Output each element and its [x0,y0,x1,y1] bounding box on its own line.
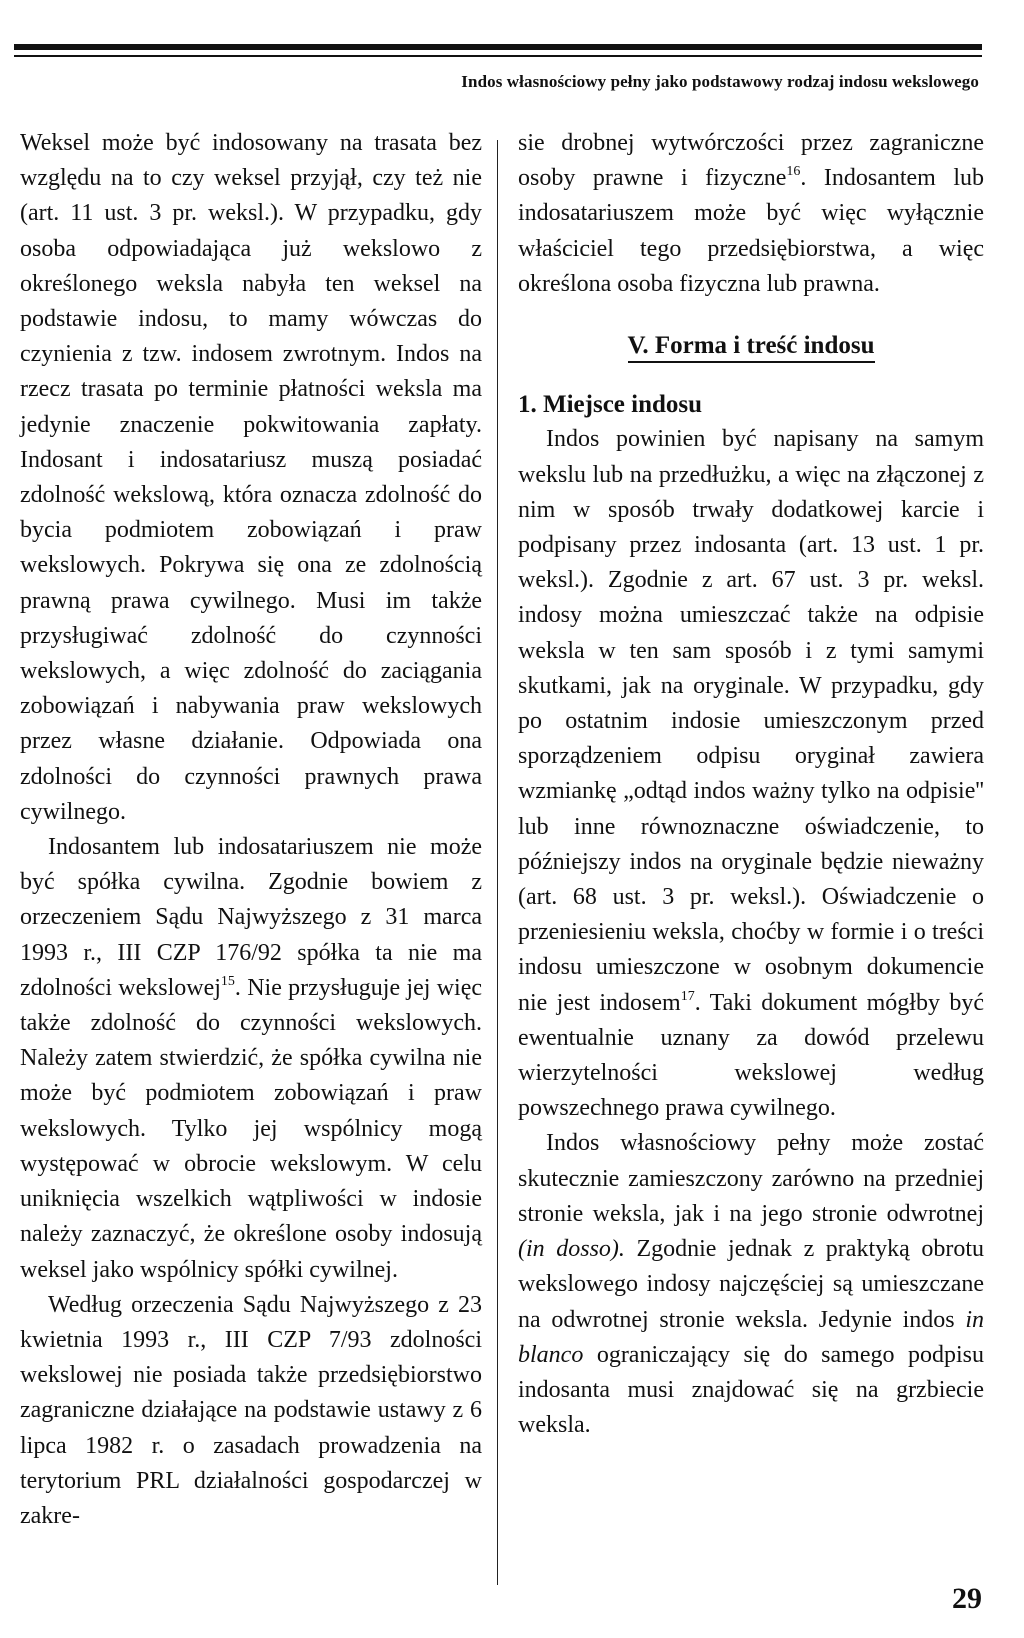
column-divider [497,140,498,1585]
footnote-ref-16: 16 [786,164,801,180]
right-column [518,126,984,1443]
left-paragraph-1: Weksel może być indosowany na trasata bez względu na to czy weksel przyjął, czy też nie (art. 11 ust. 3 pr. weksl.). W przypadku, gdy osoba odpowiadająca już wekslowo z określonego weksla nabyła ten weksel na podstawie indosu, to mamy wówczas do czynienia z tzw. indosem zwrotnym. Indos na rzecz trasata po terminie płatności weksla ma jedynie znaczenie pokwitowania zapłaty. Indosant i indosatariusz muszą posiadać zdolność wekslową, która oznacza zdolność do bycia podmiotem zobowiązań i praw wekslowych. Pokrywa się ona ze zdolnością prawną prawa cywilnego. Musi im także przysługiwać zdolność do czynności wekslowych, a więc zdolność do zaciągania zobowiązań i nabywania praw wekslowych przez własne działanie. Odpowiada ona zdolności do czynności prawnych prawa cywilnego. [20,130,482,825]
header-rule-thick [14,44,982,50]
page-number: 29 [952,1582,982,1615]
footnote-ref-17: 17 [680,988,695,1004]
header-rule-thin [14,55,982,57]
sub-heading: 1. Miejsce indosu [518,391,703,419]
right-paragraph-3: Indos własnościowy pełny może zostać skutecznie zamieszczony zarówno na przedniej stronie weksla, jak i na jego stronie odwrotnej (in dosso). Zgodnie jednak z praktyką obrotu wekslowego indosy najczęściej są umieszczane na odwrotnej stronie weksla. Jedynie indos in blanco ograniczający się do samego podpisu indosanta musi znajdować się na grzbiecie weksla. [518,1130,984,1439]
left-paragraph-2: Indosantem lub indosatariuszem nie może być spółka cywilna. Zgodnie bowiem z orzeczeniem Sądu Najwyższego z 31 marca 1993 r., III CZP 176/92 spółka ta nie ma zdolności wekslowej$^{15}$. Nie przysługuje jej więc także zdolność do czynności wekslowych. Należy zatem stwierdzić, że spółka cywilna nie może być podmiotem zobowiązań i praw wekslowych. Tylko jej wspólnicy mogą występować w obrocie wekslowym. W celu uniknięcia wszelkich wątpliwości w indosie należy zaznaczyć, że określone osoby indosują weksel jako wspólnicy spółki cywilnej. [20,834,483,1283]
section-heading: V. Forma i treść indosu [518,328,984,363]
running-head: Indos własnościowy pełny jako podstawowy rodzaj indosu wekslowego [461,72,979,91]
left-paragraph-3: Według orzeczenia Sądu Najwyższego z 23 kwietnia 1993 r., III CZP 7/93 zdolności wekslowej nie posiada także przedsiębiorstwo zagraniczne działające na podstawie ustawy z 6 lipca 1982 r. o zasadach prowadzenia na terytorium PRL działalności gospodarczej w zakre- [20,1291,482,1529]
right-paragraph-1: sie drobnej wytwórczości przez zagraniczne osoby prawne i fizyczne$^{16}$. Indosantem lub indosatariuszem może być więc wyłącznie właściciel tego przedsiębiorstwa, a więc określona osoba fizyczna lub prawna. [518,130,985,297]
footnote-ref-15: 15 [220,973,235,989]
right-paragraph-2: Indos powinien być napisany na samym wekslu lub na przedłużku, a więc na złączonej z nim w sposób trwały dodatkowej karcie i podpisany przez indosanta (art. 13 ust. 1 pr. weksl.). Zgodnie z art. 67 ust. 3 pr. weksl. indosy można umieszczać także na odpisie weksla w ten sam sposób i z tymi samymi skutkami, jak na oryginale. W przypadku, gdy po ostatnim indosie umieszczonym przed sporządzeniem odpisu oryginał zawiera wzmiankę „odtąd indos ważny tylko na odpisie'' lub inne równoznaczne oświadczenie, to późniejszy indos na oryginale będzie nieważny (art. 68 ust. 3 pr. weksl.). Oświadczenie o przeniesieniu weksla, choćby w formie i o treści indosu umieszczone w osobnym dokumencie nie jest indosem$^{17}$. Taki dokument mógłby być ewentualnie uznany za dowód przelewu wierzytelności wekslowej według powszechnego prawa cywilnego. [518,426,984,1122]
left-column [20,126,482,1534]
